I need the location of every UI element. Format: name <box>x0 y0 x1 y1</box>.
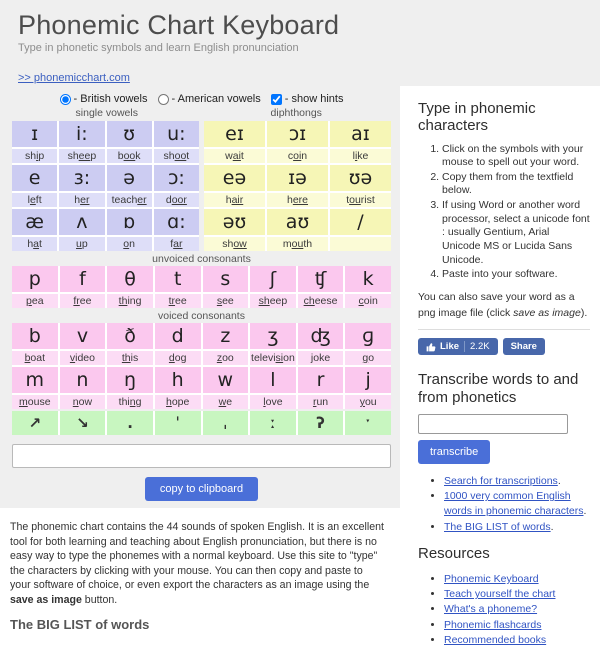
intonation-key[interactable]: ↗ <box>12 411 58 435</box>
page-header <box>0 0 600 86</box>
voiced-consonants-grid <box>12 323 391 409</box>
phoneme-key[interactable]: ə <box>107 165 152 191</box>
chart-options <box>12 91 391 107</box>
american-vowels-radio[interactable] <box>158 94 169 105</box>
phoneme-key[interactable]: ɪə <box>267 165 328 191</box>
sidebar-link[interactable]: Search for transcriptions <box>444 474 558 487</box>
instruction-step: 2. Copy them from the textfield below. <box>442 171 590 198</box>
phoneme-key[interactable]: ɑ: <box>154 209 199 235</box>
intonation-key[interactable]: ˑ <box>345 411 391 435</box>
phoneme-hint-word: d oor <box>154 193 199 207</box>
sidebar-link[interactable]: Teach yourself the chart <box>444 588 556 601</box>
phoneme-hint-word: j oke <box>298 351 344 365</box>
link-item: • 1000 very common English words in phonemic characters. <box>444 489 590 519</box>
fb-like-count: 2.2K <box>464 341 490 352</box>
phoneme-hint-word: h ope <box>155 395 201 409</box>
unvoiced-consonants-label: unvoiced consonants <box>152 253 251 265</box>
phoneme-key[interactable]: s <box>203 266 249 292</box>
sidebar-divider <box>418 329 590 330</box>
sidebar-link[interactable]: The BIG LIST of words <box>444 520 551 533</box>
save-as-image-note: You can also save your word as a png image file (click save as image). <box>418 290 588 319</box>
link-item <box>444 587 590 602</box>
phoneme-key[interactable]: k <box>345 266 391 292</box>
diphthongs-grid <box>204 121 391 251</box>
phoneme-hint-word: th ing <box>107 294 153 308</box>
phoneme-hint-word: c oi n <box>267 149 328 163</box>
intonation-key[interactable]: ˈ <box>155 411 201 435</box>
phoneme-key[interactable]: aʊ <box>267 209 328 235</box>
phoneme-hint-word: b oo k <box>107 149 152 163</box>
british-vowels-radio[interactable] <box>60 94 71 105</box>
phoneme-hint-word: w e <box>203 395 249 409</box>
phoneme-key[interactable]: ʒ <box>250 323 296 349</box>
link-item <box>444 572 590 587</box>
phoneme-hint-word: b oat <box>12 351 58 365</box>
phoneme-hint-word: n ow <box>60 395 106 409</box>
phoneme-hint-word <box>330 237 391 251</box>
phoneme-key[interactable]: ɪ <box>12 121 57 147</box>
phoneme-hint-word: w ai t <box>204 149 265 163</box>
fb-share-button[interactable] <box>503 338 545 355</box>
sidebar-link[interactable]: 1000 very common English words in phonemic characters <box>444 490 584 518</box>
show-hints-checkbox[interactable] <box>271 94 282 105</box>
phoneme-hint-word: h er <box>59 193 104 207</box>
phoneme-hint-word: sh oo t <box>154 149 199 163</box>
british-vowels-option[interactable] <box>60 93 148 105</box>
american-vowels-label: - American vowels <box>171 93 261 105</box>
show-hints-label: - show hints <box>284 93 344 105</box>
phoneme-hint-word: th is <box>107 351 153 365</box>
phoneme-key[interactable]: i: <box>59 121 104 147</box>
intonation-key[interactable]: ↘ <box>60 411 106 435</box>
phoneme-hint-word: m ouse <box>12 395 58 409</box>
phoneme-hint-word: thi ng <box>107 395 153 409</box>
output-textfield[interactable] <box>12 444 391 468</box>
page-subtitle: Type in phonetic symbols and learn English pronunciation <box>18 42 299 54</box>
phonemic-chart-panel <box>0 86 400 508</box>
phoneme-key[interactable]: θ <box>107 266 153 292</box>
phoneme-hint-word: sh ee p <box>59 149 104 163</box>
phoneme-hint-word: h ere <box>267 193 328 207</box>
phoneme-key[interactable]: n <box>60 367 106 393</box>
phoneme-key[interactable]: ɒ <box>107 209 152 235</box>
phoneme-hint-word: l e ft <box>12 193 57 207</box>
site-link[interactable]: >> phonemicchart.com <box>18 72 130 84</box>
phoneme-key[interactable]: t <box>155 266 201 292</box>
phoneme-key[interactable]: ʊ <box>107 121 152 147</box>
phoneme-key[interactable]: ɡ <box>345 323 391 349</box>
sidebar <box>400 86 600 658</box>
phoneme-key[interactable]: m <box>12 367 58 393</box>
footer <box>0 508 400 632</box>
phoneme-key[interactable]: eɪ <box>204 121 265 147</box>
phoneme-key[interactable]: ɜ: <box>59 165 104 191</box>
single-vowels-label: single vowels <box>75 107 138 119</box>
phoneme-key[interactable]: ɔɪ <box>267 121 328 147</box>
american-vowels-option[interactable] <box>158 93 261 105</box>
phoneme-hint-word: d og <box>155 351 201 365</box>
transcription-links <box>444 474 590 535</box>
vowel-group-labels <box>12 107 391 121</box>
phoneme-hint-word: h air <box>204 193 265 207</box>
clipped-next-heading: The BIG LIST of words <box>10 616 150 632</box>
phoneme-key[interactable]: z <box>203 323 249 349</box>
phoneme-hint-word: s ee <box>203 294 249 308</box>
voiced-consonants-label: voiced consonants <box>158 310 245 322</box>
phoneme-key[interactable]: aɪ <box>330 121 391 147</box>
phoneme-hint-word: p ea <box>12 294 58 308</box>
phoneme-key[interactable]: u: <box>154 121 199 147</box>
phoneme-key[interactable]: j <box>345 367 391 393</box>
phoneme-key[interactable]: / <box>330 209 391 235</box>
phoneme-key[interactable]: ʧ <box>298 266 344 292</box>
phoneme-key[interactable]: d <box>155 323 201 349</box>
phoneme-key[interactable]: f <box>60 266 106 292</box>
phoneme-hint-word: v ideo <box>60 351 106 365</box>
phoneme-key[interactable]: v <box>60 323 106 349</box>
show-hints-option[interactable] <box>271 93 344 105</box>
phoneme-key[interactable]: ʃ <box>250 266 296 292</box>
phoneme-hint-word: z oo <box>203 351 249 365</box>
phoneme-key[interactable]: eə <box>204 165 265 191</box>
chart-column <box>0 86 400 658</box>
instruction-steps <box>442 143 590 282</box>
fb-like-button[interactable] <box>418 338 498 355</box>
phoneme-hint-word: l ove <box>250 395 296 409</box>
phoneme-key[interactable]: r <box>298 367 344 393</box>
phoneme-key[interactable]: ʤ <box>298 323 344 349</box>
phoneme-key[interactable]: əʊ <box>204 209 265 235</box>
transcribe-button[interactable]: transcribe <box>418 440 490 464</box>
transcribe-input[interactable] <box>418 414 568 434</box>
footer-paragraph: The phonemic chart contains the 44 sounds of spoken English. It is an excellent tool for both learning and teaching about English pronunciation, but there is no easy way to type the phonemes with a normal keyboard. Use this site to "type" the characters by clicking with your mouse. You can then copy and paste to your software of choice, or even export the characters as an image using the save as image button. <box>10 521 384 607</box>
phoneme-hint-word: t ou rist <box>330 193 391 207</box>
phoneme-key[interactable]: ʊə <box>330 165 391 191</box>
resources-heading: Resources <box>418 544 490 562</box>
phoneme-key[interactable]: l <box>250 367 296 393</box>
phoneme-key[interactable]: ʌ <box>59 209 104 235</box>
intonation-key[interactable]: ʔ <box>298 411 344 435</box>
phoneme-key[interactable]: p <box>12 266 58 292</box>
link-item <box>444 618 590 633</box>
phoneme-hint-word: c oin <box>345 294 391 308</box>
british-vowels-label: - British vowels <box>73 93 148 105</box>
phoneme-hint-word: fr ee <box>60 294 106 308</box>
phoneme-hint-word: ch eese <box>298 294 344 308</box>
single-vowels-grid <box>12 121 199 251</box>
phoneme-hint-word: y ou <box>345 395 391 409</box>
diphthongs-label: diphthongs <box>270 107 322 119</box>
link-item: • Search for transcriptions. <box>444 474 590 489</box>
unvoiced-consonants-grid <box>12 266 391 308</box>
phoneme-hint-word: h a t <box>12 237 57 251</box>
phoneme-hint-word: f ar <box>154 237 199 251</box>
instruction-step: 1. Click on the symbols with your mouse to spell out your word. <box>442 143 590 170</box>
phoneme-key[interactable]: ŋ <box>107 367 153 393</box>
type-characters-heading: Type in phonemic characters <box>418 100 536 135</box>
link-item <box>444 633 590 648</box>
instruction-step: 4. Paste into your software. <box>442 268 590 282</box>
phoneme-hint-word: tr ee <box>155 294 201 308</box>
page-title: Phonemic Chart Keyboard <box>18 10 340 40</box>
phoneme-hint-word: teach er <box>107 193 152 207</box>
phoneme-hint-word: o n <box>107 237 152 251</box>
phoneme-hint-word: l i ke <box>330 149 391 163</box>
phoneme-hint-word: m ou th <box>267 237 328 251</box>
phoneme-hint-word: r un <box>298 395 344 409</box>
sidebar-link[interactable]: Phonemic flashcards <box>444 618 542 631</box>
phoneme-key[interactable]: ð <box>107 323 153 349</box>
phoneme-key[interactable]: æ <box>12 209 57 235</box>
phoneme-hint-word: sh ow <box>204 237 265 251</box>
phoneme-hint-word: sh eep <box>250 294 296 308</box>
phoneme-key[interactable]: w <box>203 367 249 393</box>
phoneme-key[interactable]: e <box>12 165 57 191</box>
phoneme-key[interactable]: ɔ: <box>154 165 199 191</box>
sidebar-link[interactable]: Phonemic Keyboard <box>444 573 539 586</box>
sidebar-link[interactable]: Recommended books <box>444 633 547 646</box>
phoneme-key[interactable]: b <box>12 323 58 349</box>
intonation-stress-grid <box>12 411 391 435</box>
vowel-area <box>12 121 391 251</box>
phoneme-key[interactable]: h <box>155 367 201 393</box>
phoneme-hint-word: sh i p <box>12 149 57 163</box>
transcribe-heading: Transcribe words to and from phonetics <box>418 371 579 406</box>
sidebar-link[interactable]: What's a phoneme? <box>444 603 538 616</box>
phoneme-hint-word: g o <box>345 351 391 365</box>
resource-links <box>444 572 590 648</box>
intonation-key[interactable]: ˌ <box>203 411 249 435</box>
phoneme-hint-word: televi si on <box>251 352 295 364</box>
instruction-step: 3. If using Word or another word processor, select a unicode font : usually Gentium, Arial Unicode MS or Lucida Sans Unicode. <box>442 199 590 267</box>
intonation-key[interactable]: ː <box>250 411 296 435</box>
link-item <box>444 602 590 617</box>
link-item: • The BIG LIST of words. <box>444 520 590 535</box>
phoneme-hint-word: u p <box>59 237 104 251</box>
facebook-buttons <box>418 338 590 355</box>
thumbs-up-icon <box>426 342 436 352</box>
fb-share-label: Share <box>510 341 537 353</box>
copy-to-clipboard-button[interactable]: copy to clipboard <box>145 477 258 501</box>
fb-like-label: Like <box>440 341 460 353</box>
intonation-key[interactable]: . <box>107 411 153 435</box>
